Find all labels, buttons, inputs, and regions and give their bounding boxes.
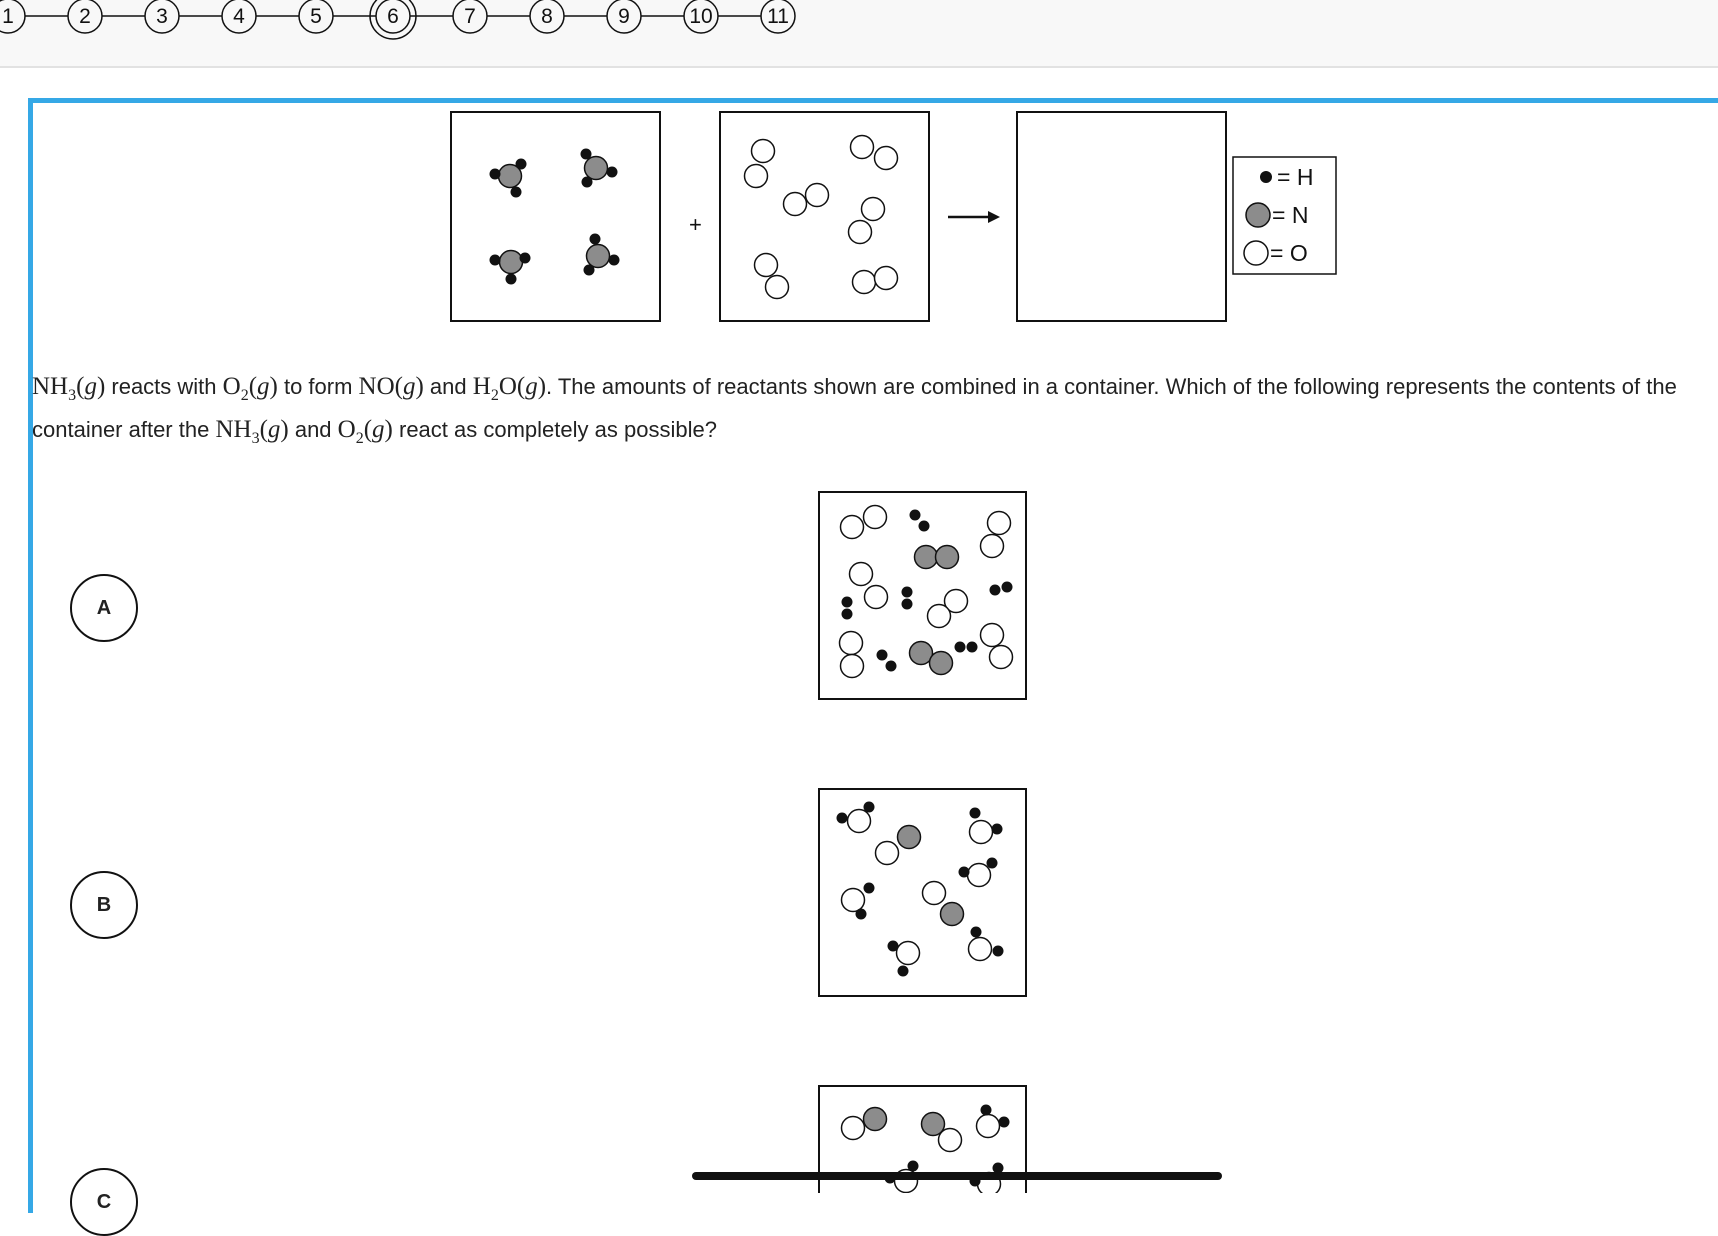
- formula-nh3: $NH_3(g)$: [215, 416, 289, 447]
- choice-c-letter: C: [96, 1190, 112, 1213]
- oxygen-atom-icon: [841, 655, 864, 678]
- svg-text:11: 11: [767, 5, 789, 28]
- oxygen-atom-icon: [848, 810, 871, 833]
- hydrogen-atom-icon: [609, 255, 620, 266]
- oxygen-atom-icon: [875, 147, 898, 170]
- oxygen-atom-icon: [841, 516, 864, 539]
- reaction-diagram: [440, 108, 1340, 328]
- choice-a-letter: A: [96, 596, 112, 619]
- hydrogen-atom-icon: [582, 177, 593, 188]
- hydrogen-atom-icon: [506, 274, 517, 285]
- hydrogen-legend-icon: [1260, 171, 1272, 183]
- hydrogen-atom-icon: [864, 802, 875, 813]
- progress-step-11[interactable]: [761, 0, 795, 33]
- progress-step-1[interactable]: [0, 0, 25, 33]
- hydrogen-atom-icon: [971, 927, 982, 938]
- legend-n-label: = N: [1272, 202, 1309, 228]
- choice-b-diagram: [817, 787, 1029, 999]
- legend-o-label: = O: [1270, 240, 1308, 266]
- oxygen-atom-icon: [981, 624, 1004, 647]
- formula-o2: $O_2(g)$: [222, 373, 278, 404]
- oxygen-atom-icon: [990, 646, 1013, 669]
- hydrogen-atom-icon: [590, 234, 601, 245]
- hydrogen-atom-icon: [516, 159, 527, 170]
- choice-a-diagram: [817, 490, 1029, 702]
- oxygen-atom-icon: [755, 254, 778, 277]
- oxygen-atom-icon: [842, 889, 865, 912]
- oxygen-atom-icon: [851, 136, 874, 159]
- hydrogen-atom-icon: [864, 883, 875, 894]
- hydrogen-atom-icon: [992, 824, 1003, 835]
- oxygen-atom-icon: [969, 938, 992, 961]
- progress-steps: [0, 0, 1718, 66]
- oxygen-atom-icon: [752, 140, 775, 163]
- progress-step-7[interactable]: [453, 0, 487, 33]
- hydrogen-atom-icon: [919, 521, 930, 532]
- hydrogen-atom-icon: [959, 867, 970, 878]
- hydrogen-atom-icon: [910, 510, 921, 521]
- oxygen-atom-icon: [988, 512, 1011, 535]
- question-segment: to form: [277, 374, 359, 399]
- question-segment: and: [423, 374, 473, 399]
- oxygen-atom-icon: [923, 882, 946, 905]
- hydrogen-atom-icon: [981, 1105, 992, 1116]
- svg-text:7: 7: [464, 5, 476, 28]
- svg-text:4: 4: [233, 5, 245, 28]
- svg-text:5: 5: [310, 5, 322, 28]
- hydrogen-atom-icon: [842, 597, 853, 608]
- plus-sign: +: [689, 212, 702, 237]
- hydrogen-atom-icon: [902, 599, 913, 610]
- hydrogen-atom-icon: [490, 255, 501, 266]
- hydrogen-atom-icon: [908, 1161, 919, 1172]
- svg-text:10: 10: [689, 5, 713, 28]
- nitrogen-atom-icon: [936, 546, 959, 569]
- horizontal-scrollbar[interactable]: [692, 1172, 1222, 1180]
- hydrogen-atom-icon: [856, 909, 867, 920]
- oxygen-atom-icon: [865, 586, 888, 609]
- oxygen-atom-icon: [862, 198, 885, 221]
- legend-h-label: = H: [1277, 164, 1314, 190]
- legend: [1233, 157, 1336, 274]
- formula-no: NO(g): [358, 373, 424, 400]
- oxygen-legend-icon: [1244, 241, 1268, 265]
- choice-b-button[interactable]: [70, 871, 138, 939]
- oxygen-atom-icon: [981, 535, 1004, 558]
- progress-step-6[interactable]: [370, 0, 416, 39]
- oxygen-atom-icon: [853, 271, 876, 294]
- svg-text:2: 2: [79, 5, 91, 28]
- oxygen-atom-icon: [849, 221, 872, 244]
- oxygen-atom-icon: [766, 276, 789, 299]
- hydrogen-atom-icon: [993, 946, 1004, 957]
- hydrogen-atom-icon: [1002, 582, 1013, 593]
- nitrogen-atom-icon: [930, 652, 953, 675]
- svg-text:6: 6: [387, 5, 399, 28]
- oxygen-atom-icon: [842, 1117, 865, 1140]
- oxygen-atom-icon: [970, 821, 993, 844]
- oxygen-atom-icon: [784, 193, 807, 216]
- nitrogen-atom-icon: [585, 157, 608, 180]
- hydrogen-atom-icon: [898, 966, 909, 977]
- nitrogen-atom-icon: [898, 826, 921, 849]
- hydrogen-atom-icon: [877, 650, 888, 661]
- question-segment: reacts with: [105, 374, 223, 399]
- nitrogen-atom-icon: [587, 245, 610, 268]
- svg-text:9: 9: [618, 5, 630, 28]
- formula-nh3: $NH_3(g)$: [32, 373, 106, 404]
- progress-step-2[interactable]: [68, 0, 102, 33]
- hydrogen-atom-icon: [520, 253, 531, 264]
- question-progress-bar: [0, 0, 1718, 68]
- hydrogen-atom-icon: [970, 808, 981, 819]
- question-segment: react as completely as possible?: [392, 417, 717, 442]
- nitrogen-atom-icon: [864, 1108, 887, 1131]
- choice-c-button[interactable]: [70, 1168, 138, 1236]
- oxygen-atom-icon: [939, 1129, 962, 1152]
- hydrogen-atom-icon: [999, 1117, 1010, 1128]
- oxygen-atom-icon: [864, 506, 887, 529]
- formula-h2o: $H_2O(g)$: [472, 373, 547, 404]
- choice-b-letter: B: [96, 893, 112, 916]
- progress-step-5[interactable]: [299, 0, 333, 33]
- hydrogen-atom-icon: [511, 187, 522, 198]
- hydrogen-atom-icon: [967, 642, 978, 653]
- nitrogen-atom-icon: [500, 251, 523, 274]
- hydrogen-atom-icon: [987, 858, 998, 869]
- o2-box: [720, 112, 929, 321]
- product-box-empty: [1017, 112, 1226, 321]
- question-segment: and: [288, 417, 338, 442]
- hydrogen-atom-icon: [990, 585, 1001, 596]
- question-text: [32, 370, 1692, 456]
- progress-step-8[interactable]: [530, 0, 564, 33]
- reaction-arrow-icon: [948, 211, 1000, 223]
- svg-text:8: 8: [541, 5, 553, 28]
- oxygen-atom-icon: [840, 632, 863, 655]
- oxygen-atom-icon: [928, 605, 951, 628]
- hydrogen-atom-icon: [886, 661, 897, 672]
- progress-step-9[interactable]: [607, 0, 641, 33]
- hydrogen-atom-icon: [584, 265, 595, 276]
- hydrogen-atom-icon: [888, 941, 899, 952]
- question-segment: . The amounts of reactants shown are combined in a container. Which of the following represents the contents of the container after the: [32, 374, 1677, 442]
- hydrogen-atom-icon: [490, 169, 501, 180]
- nitrogen-atom-icon: [915, 546, 938, 569]
- oxygen-atom-icon: [806, 184, 829, 207]
- formula-o2: $O_2(g)$: [337, 416, 393, 447]
- hydrogen-atom-icon: [902, 587, 913, 598]
- svg-text:1: 1: [2, 5, 14, 28]
- oxygen-atom-icon: [977, 1115, 1000, 1138]
- progress-step-3[interactable]: [145, 0, 179, 33]
- oxygen-atom-icon: [850, 563, 873, 586]
- oxygen-atom-icon: [968, 864, 991, 887]
- oxygen-atom-icon: [897, 942, 920, 965]
- hydrogen-atom-icon: [581, 149, 592, 160]
- progress-step-4[interactable]: [222, 0, 256, 33]
- nh3-box: [451, 112, 660, 321]
- hydrogen-atom-icon: [837, 813, 848, 824]
- oxygen-atom-icon: [875, 267, 898, 290]
- oxygen-atom-icon: [745, 165, 768, 188]
- nitrogen-atom-icon: [941, 903, 964, 926]
- svg-text:3: 3: [156, 5, 168, 28]
- choice-a-button[interactable]: [70, 574, 138, 642]
- hydrogen-atom-icon: [955, 642, 966, 653]
- hydrogen-atom-icon: [842, 609, 853, 620]
- progress-step-10[interactable]: [684, 0, 718, 33]
- hydrogen-atom-icon: [607, 167, 618, 178]
- nitrogen-legend-icon: [1246, 203, 1270, 227]
- oxygen-atom-icon: [876, 842, 899, 865]
